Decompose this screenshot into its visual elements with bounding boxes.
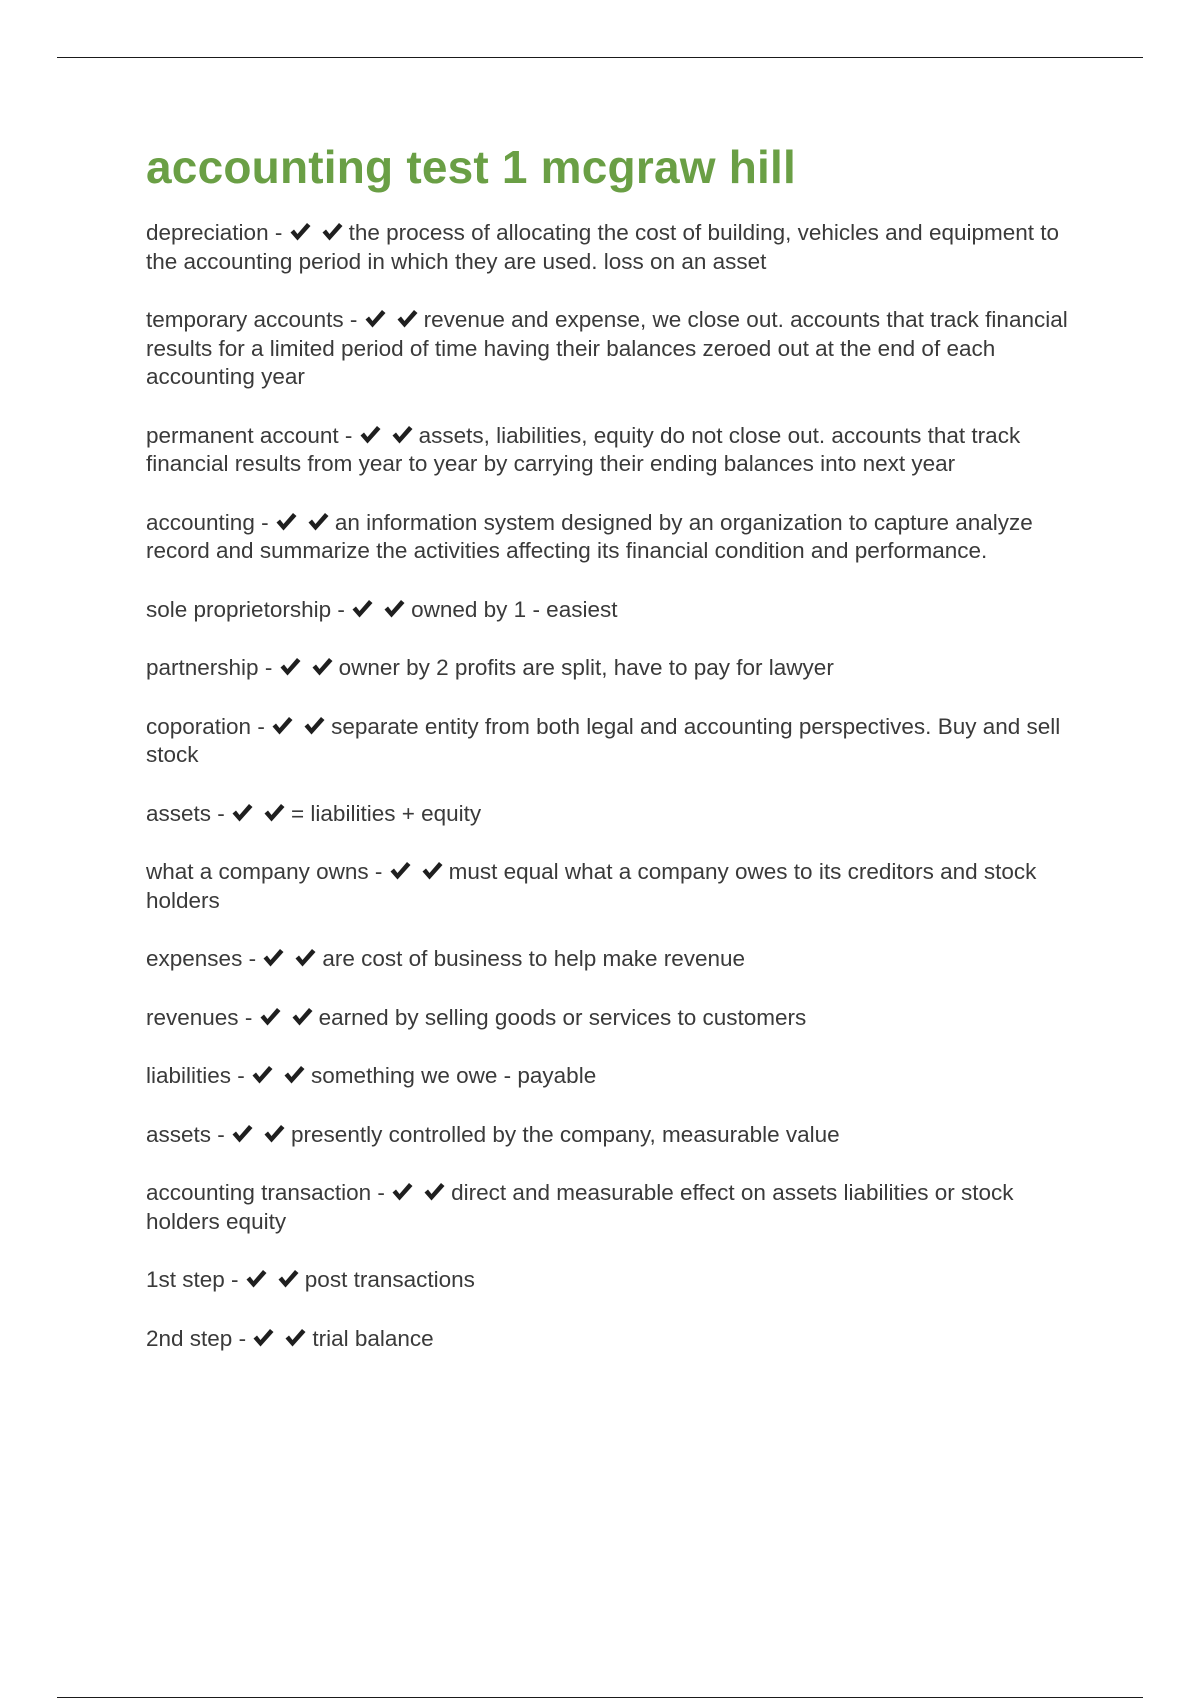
flashcard-entry	[146, 945, 1086, 974]
entry-definition: post transactions	[304, 1267, 475, 1293]
checkmark-icon	[245, 1268, 271, 1290]
flashcard-entry	[146, 422, 1086, 479]
entry-definition: presently controlled by the company, measurable value	[291, 1121, 840, 1147]
checkmark-icon	[391, 424, 417, 446]
checkmark-icon	[311, 656, 337, 678]
entry-separator: -	[338, 422, 359, 448]
entry-term: depreciation	[146, 220, 269, 246]
flashcard-entry	[146, 1266, 1086, 1295]
checkmark-icon	[291, 1006, 317, 1028]
checkmark-icon	[294, 947, 320, 969]
entry-definition: revenue and expense, we close out. accounts that track financial results for a limited period of time having their balances zeroed out at the end of each accounting year	[146, 307, 1068, 390]
entry-definition: must equal what a company owes to its creditors and stock holders	[146, 859, 1037, 913]
entry-separator: -	[238, 1004, 259, 1030]
checkmark-icon	[289, 221, 315, 243]
bottom-divider	[57, 1697, 1143, 1698]
entry-definition: an information system designed by an organization to capture analyze record and summarize the activities affecting its financial condition and performance.	[146, 509, 1033, 564]
checkmark-icon	[279, 656, 305, 678]
entry-term: what a company owns	[146, 859, 369, 885]
entry-term: expenses	[146, 946, 243, 972]
entry-term: accounting transaction	[146, 1180, 372, 1206]
checkmark-icon	[231, 802, 257, 824]
entry-definition: are cost of business to help make revenue	[322, 946, 746, 972]
checkmark-icon	[321, 221, 347, 243]
entry-definition: the process of allocating the cost of building, vehicles and equipment to the accounting period in which they are used. loss on an asset	[146, 220, 1060, 274]
checkmark-icon	[303, 715, 329, 737]
top-divider	[57, 57, 1143, 58]
checkmark-icon	[389, 860, 415, 882]
flashcard-entry	[146, 1004, 1086, 1033]
entry-term: coporation	[146, 713, 252, 739]
checkmark-icon	[391, 1181, 417, 1203]
flashcard-entry	[146, 713, 1086, 770]
checkmark-icon	[251, 1064, 277, 1086]
entry-definition: trial balance	[312, 1325, 434, 1351]
flashcard-entry	[146, 219, 1086, 276]
entry-term: permanent account	[146, 422, 339, 448]
entry-separator: -	[232, 1325, 253, 1351]
checkmark-icon	[359, 424, 385, 446]
flashcard-entry	[146, 306, 1086, 392]
flashcard-list	[146, 219, 1086, 1353]
checkmark-icon	[231, 1123, 257, 1145]
entry-separator: -	[211, 1121, 232, 1147]
entry-definition: earned by selling goods or services to customers	[318, 1004, 807, 1030]
entry-definition: something we owe - payable	[311, 1063, 597, 1089]
flashcard-entry	[146, 1179, 1086, 1236]
checkmark-icon	[383, 598, 409, 620]
checkmark-icon	[262, 947, 288, 969]
checkmark-icon	[307, 511, 333, 533]
checkmark-icon	[351, 598, 377, 620]
checkmark-icon	[263, 1123, 289, 1145]
entry-term: 1st step	[146, 1267, 225, 1293]
entry-separator: -	[224, 1267, 245, 1293]
entry-term: sole proprietorship	[146, 596, 332, 622]
entry-term: assets	[146, 800, 212, 826]
entry-term: revenues	[146, 1004, 239, 1030]
entry-definition: = liabilities + equity	[291, 800, 482, 826]
checkmark-icon	[421, 860, 447, 882]
flashcard-entry	[146, 1121, 1086, 1150]
entry-separator: -	[343, 307, 364, 333]
checkmark-icon	[277, 1268, 303, 1290]
page-title: accounting test 1 mcgraw hill	[146, 141, 796, 193]
entry-separator: -	[251, 713, 272, 739]
entry-term: 2nd step	[146, 1325, 233, 1351]
entry-separator: -	[231, 1063, 252, 1089]
checkmark-icon	[252, 1327, 278, 1349]
document-body	[146, 140, 1086, 1383]
checkmark-icon	[271, 715, 297, 737]
entry-separator: -	[254, 509, 275, 535]
entry-definition: separate entity from both legal and accounting perspectives. Buy and sell stock	[146, 713, 1061, 768]
flashcard-entry	[146, 654, 1086, 683]
entry-term: assets	[146, 1121, 212, 1147]
flashcard-entry	[146, 1062, 1086, 1091]
checkmark-icon	[263, 802, 289, 824]
entry-definition: assets, liabilities, equity do not close out. accounts that track financial results from year to year by carrying their ending balances into next year	[146, 422, 1021, 477]
checkmark-icon	[423, 1181, 449, 1203]
entry-separator: -	[331, 596, 352, 622]
entry-separator: -	[258, 655, 279, 681]
entry-term: liabilities	[146, 1063, 232, 1089]
entry-separator: -	[368, 859, 389, 885]
checkmark-icon	[284, 1327, 310, 1349]
entry-separator: -	[371, 1180, 392, 1206]
checkmark-icon	[259, 1006, 285, 1028]
flashcard-entry	[146, 509, 1086, 566]
entry-separator: -	[268, 220, 289, 246]
entry-term: accounting	[146, 509, 255, 535]
entry-definition: direct and measurable effect on assets liabilities or stock holders equity	[146, 1180, 1014, 1234]
checkmark-icon	[275, 511, 301, 533]
flashcard-entry	[146, 800, 1086, 829]
entry-definition: owner by 2 profits are split, have to pay for lawyer	[338, 655, 834, 681]
checkmark-icon	[396, 308, 422, 330]
checkmark-icon	[283, 1064, 309, 1086]
entry-definition: owned by 1 - easiest	[411, 596, 618, 622]
flashcard-entry	[146, 596, 1086, 625]
entry-term: temporary accounts	[146, 307, 344, 333]
entry-separator: -	[211, 800, 232, 826]
flashcard-entry	[146, 858, 1086, 915]
checkmark-icon	[364, 308, 390, 330]
flashcard-entry	[146, 1325, 1086, 1354]
entry-separator: -	[242, 946, 263, 972]
entry-term: partnership	[146, 655, 259, 681]
